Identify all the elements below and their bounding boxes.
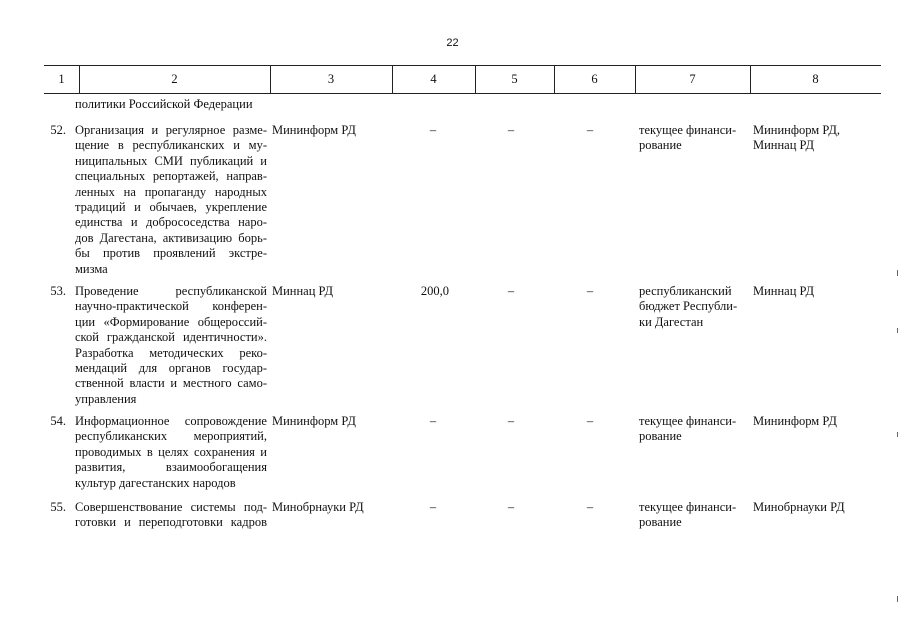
responsible bbox=[753, 123, 878, 154]
text-line: бы против проявлений экстре- bbox=[75, 246, 267, 261]
text-line: управления bbox=[75, 391, 137, 406]
header-col-6: 6 bbox=[591, 72, 598, 86]
measure-text bbox=[75, 414, 267, 491]
text-line: республиканский bbox=[639, 284, 732, 298]
text-line: готовки и переподготовки кадров bbox=[75, 515, 267, 530]
text-line: рование bbox=[639, 138, 682, 153]
funding-source bbox=[639, 284, 747, 330]
funding-source bbox=[639, 414, 744, 445]
funding-source bbox=[639, 500, 744, 531]
text-line: традиций и обычаев, укрепление bbox=[75, 200, 267, 215]
page-number: 22 bbox=[446, 37, 459, 49]
table-header bbox=[44, 65, 881, 94]
col-5-value: – bbox=[507, 414, 515, 428]
header-col-7: 7 bbox=[689, 72, 696, 86]
row-number: 54. bbox=[50, 414, 66, 428]
executor: Миннац РД bbox=[272, 284, 334, 298]
text-line: Минобрнауки РД bbox=[753, 500, 845, 514]
text-line: щение в республиканских и му- bbox=[75, 138, 267, 153]
text-line: Мининформ РД, bbox=[753, 123, 840, 137]
text-line: мизма bbox=[75, 261, 108, 276]
header-col-2: 2 bbox=[171, 72, 178, 86]
text-line: специальных репортажей, направ- bbox=[75, 169, 267, 184]
text-line: текущее финанси- bbox=[639, 123, 737, 137]
text-line: научно-практической конферен- bbox=[75, 299, 267, 314]
executor: Мининформ РД bbox=[272, 123, 356, 137]
col-4-value: – bbox=[429, 123, 437, 137]
text-line: Миннац РД bbox=[753, 284, 815, 298]
text-line: рование bbox=[639, 515, 682, 530]
text-line: ки Дагестан bbox=[639, 314, 704, 329]
text-line: ленных на пропаганду народных bbox=[75, 184, 267, 199]
text-line: дов Дагестана, активизацию борь- bbox=[75, 230, 267, 245]
responsible bbox=[753, 500, 878, 515]
measure-text bbox=[75, 284, 267, 407]
header-col-1: 1 bbox=[58, 72, 65, 86]
text-line: Проведение республиканской bbox=[75, 284, 267, 298]
text-line: текущее финанси- bbox=[639, 414, 737, 428]
text-line: Организация и регулярное разме- bbox=[75, 123, 267, 137]
measure-text bbox=[75, 500, 267, 531]
responsible bbox=[753, 414, 878, 429]
text-line: республиканских мероприятий, bbox=[75, 429, 267, 444]
text-line: ской гражданской идентичности». bbox=[75, 330, 267, 345]
continued-text: политики Российской Федерации bbox=[75, 97, 253, 111]
col-6-value: – bbox=[586, 123, 594, 137]
row-number: 52. bbox=[50, 123, 66, 137]
text-line: мендаций для органов государ- bbox=[75, 361, 267, 376]
executor: Минобрнауки РД bbox=[272, 500, 364, 514]
text-line: Совершенствование системы под- bbox=[75, 500, 267, 514]
col-5-value: – bbox=[507, 123, 515, 137]
col-6-value: – bbox=[586, 500, 594, 514]
text-line: текущее финанси- bbox=[639, 500, 737, 514]
col-4-value: – bbox=[429, 414, 437, 428]
text-line: проводимых в целях сохранения и bbox=[75, 444, 267, 459]
funding-source bbox=[639, 123, 744, 154]
scan-mark bbox=[897, 432, 898, 437]
text-line: культур дагестанских народов bbox=[75, 475, 236, 490]
text-line: Разработка методических реко- bbox=[75, 345, 267, 360]
text-line: Миннац РД bbox=[753, 138, 815, 153]
col-4-value: – bbox=[429, 500, 437, 514]
scan-mark bbox=[897, 328, 898, 333]
col-5-value: – bbox=[507, 284, 515, 298]
responsible bbox=[753, 284, 878, 299]
text-line: рование bbox=[639, 429, 682, 444]
text-line: единства и добрососедства наро- bbox=[75, 215, 267, 230]
col-5-value: – bbox=[507, 500, 515, 514]
scan-mark bbox=[897, 596, 898, 602]
header-col-4: 4 bbox=[430, 72, 437, 86]
header-col-5: 5 bbox=[511, 72, 518, 86]
text-line: ции «Формирование общероссий- bbox=[75, 314, 267, 329]
text-line: ниципальных СМИ публикаций и bbox=[75, 153, 267, 168]
text-line: ственной власти и местного само- bbox=[75, 376, 267, 391]
text-line: развития, взаимообогащения bbox=[75, 460, 267, 475]
text-line: Информационное сопровождение bbox=[75, 414, 267, 428]
header-col-8: 8 bbox=[812, 72, 819, 86]
col-6-value: – bbox=[586, 414, 594, 428]
scan-mark bbox=[897, 270, 898, 276]
text-line: бюджет Республи- bbox=[639, 299, 738, 314]
measure-text bbox=[75, 123, 267, 277]
header-col-3: 3 bbox=[327, 72, 335, 86]
col-4-value: 200,0 bbox=[420, 284, 449, 298]
col-6-value: – bbox=[586, 284, 594, 298]
row-number: 55. bbox=[50, 500, 66, 514]
text-line: Мининформ РД bbox=[753, 414, 837, 428]
row-number: 53. bbox=[50, 284, 66, 298]
executor: Мининформ РД bbox=[272, 414, 356, 428]
